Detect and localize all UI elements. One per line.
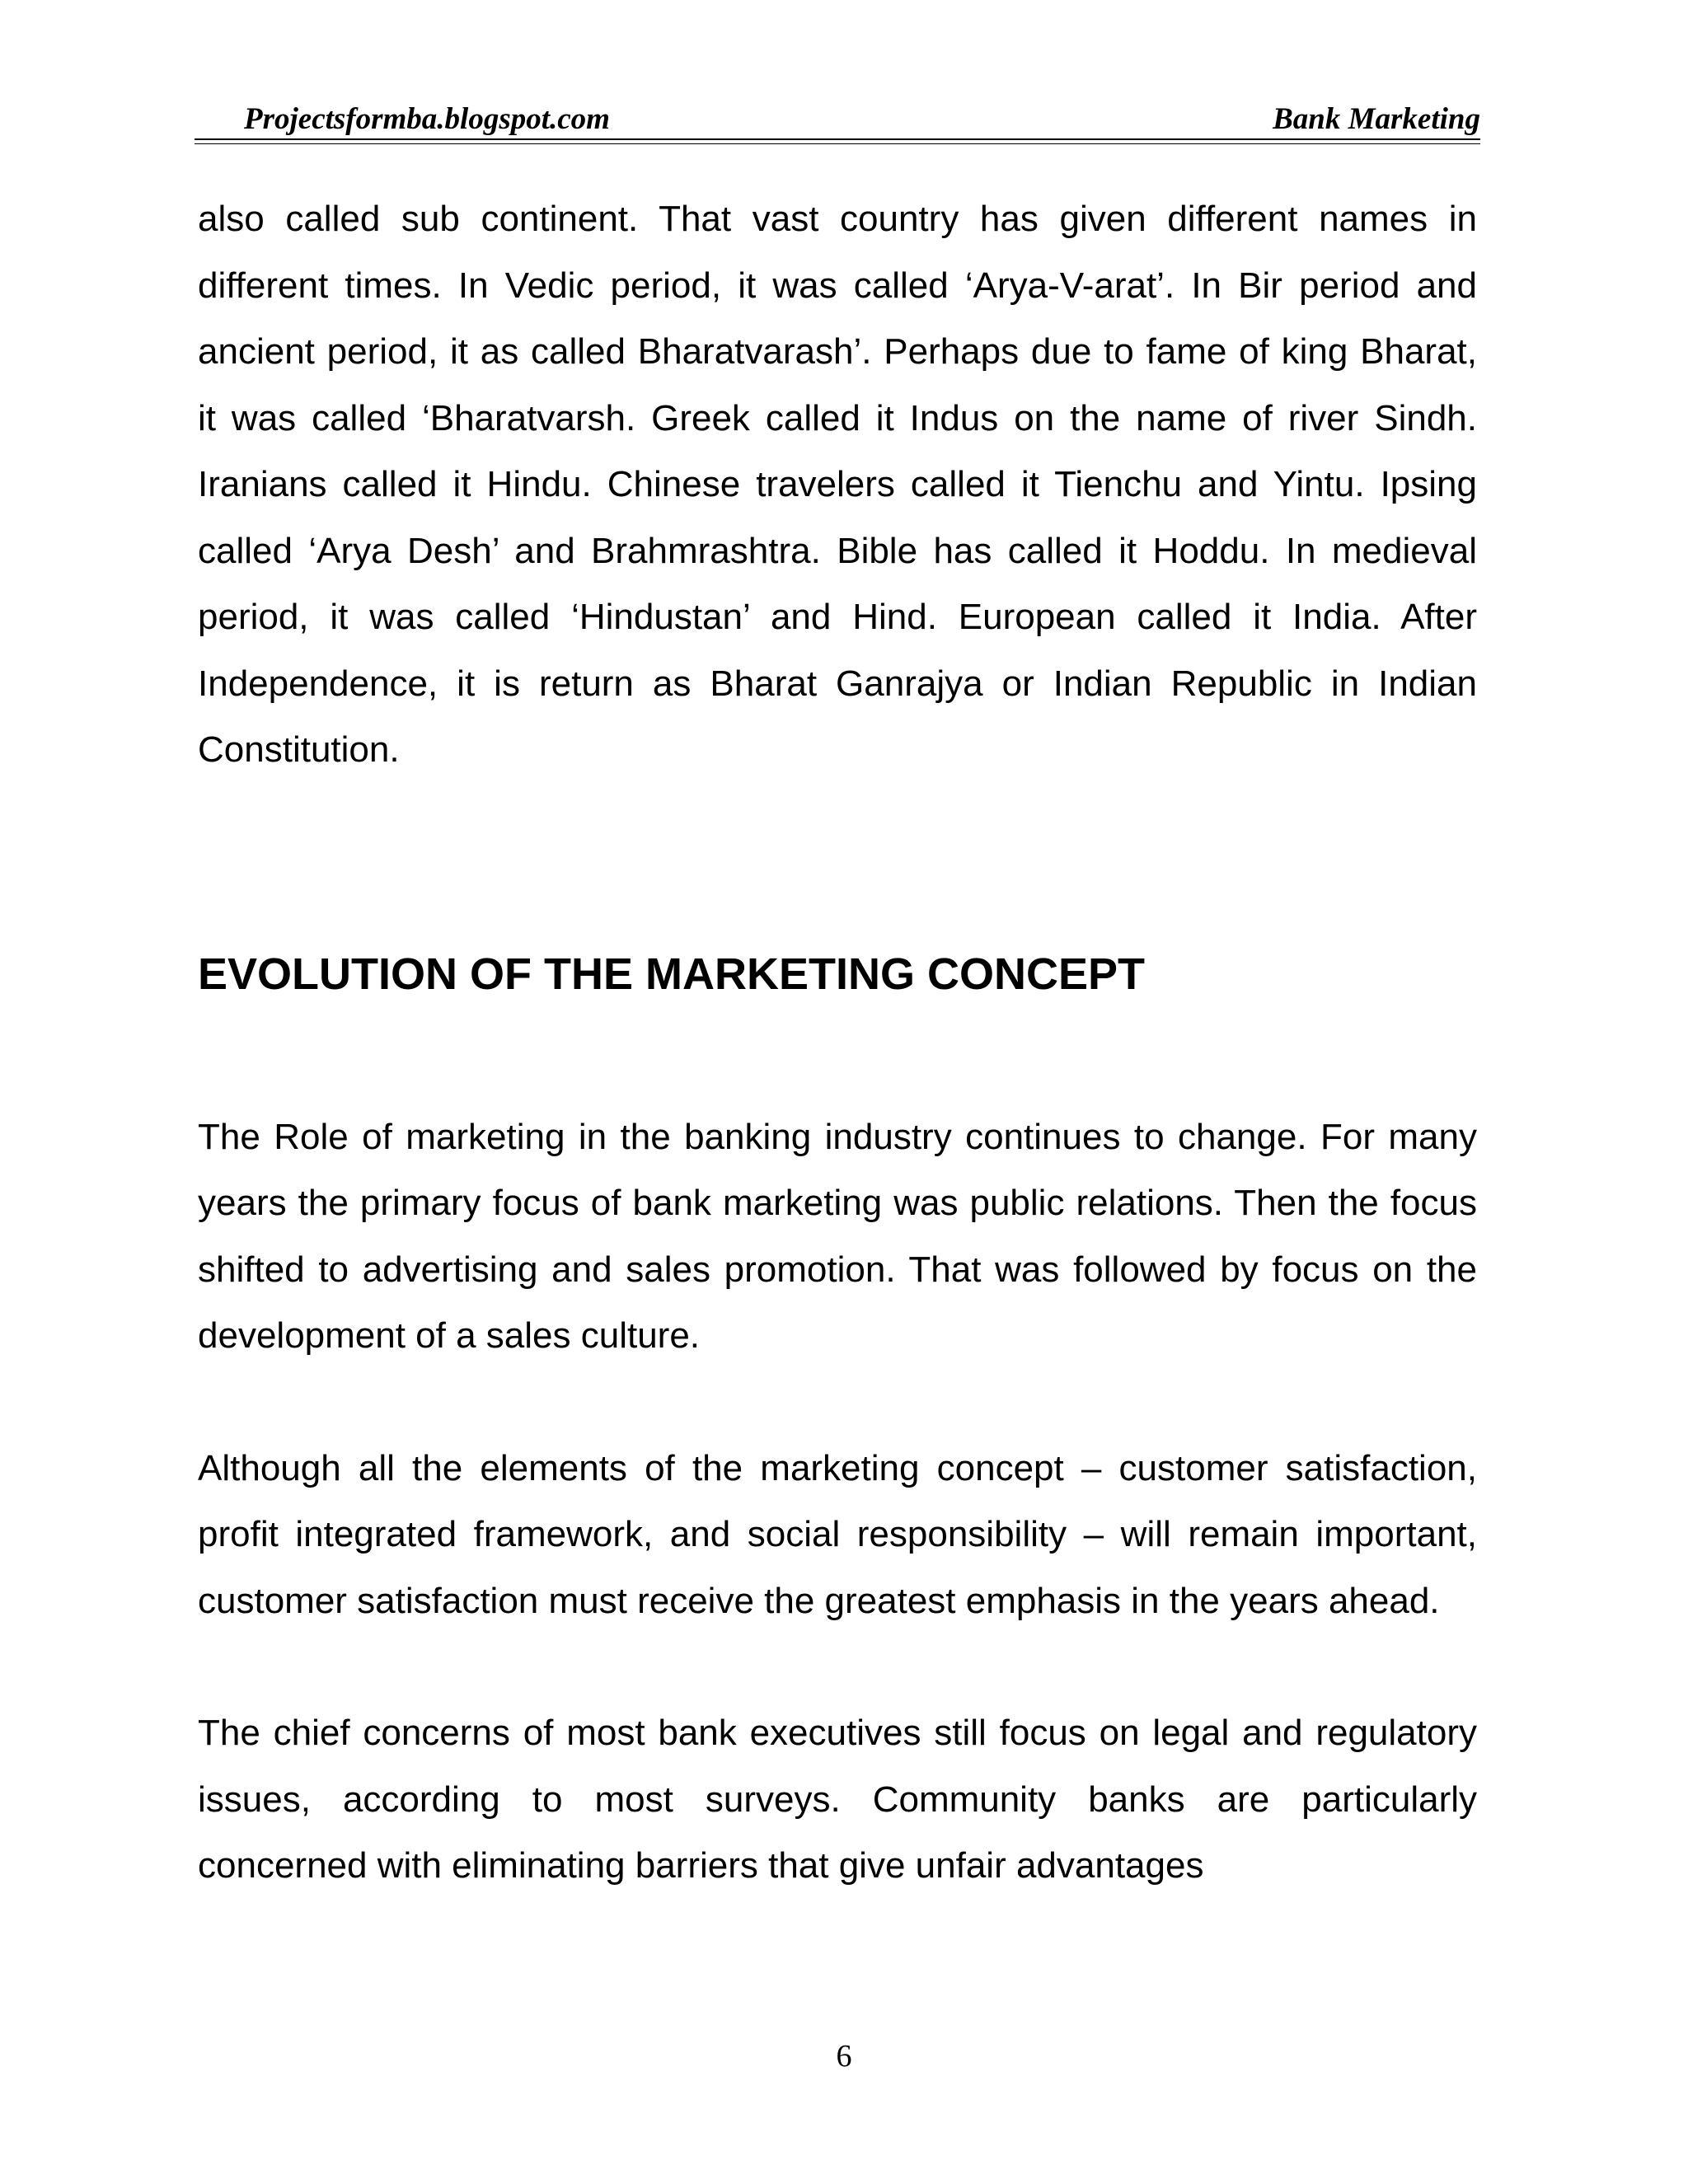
section-heading: EVOLUTION OF THE MARKETING CONCEPT <box>198 949 1146 999</box>
body-paragraph-1: also called sub continent. That vast country has given different names in different times. In Vedic period, it was called ‘Arya-V-arat’. In Bir period and ancient period, it as called Bharatvarash’. Perhaps due to fame of king Bharat, it was called ‘Bharatvarsh. Greek called it Indus on the name of river Sindh. Iranians called it Hindu. Chinese travelers called it Tienchu and Yintu. Ipsing called ‘Arya Desh’ and Brahmrashtra. Bible has called it Hoddu. In medieval period, it was called ‘Hindustan’ and Hind. European called it India. After Independence, it is return as Bharat Ganrajya or Indian Republic in Indian Constitution. <box>198 199 1477 770</box>
body-paragraph-4: The chief concerns of most bank executives still focus on legal and regulatory issues, according to most surveys. Community banks are particularly concerned with eliminating barriers that give unfair advantages <box>198 1713 1477 1886</box>
header-rule-thin <box>195 143 1480 144</box>
page-header <box>195 97 1480 142</box>
page-number: 6 <box>836 2039 852 2074</box>
body-paragraph-3: Although all the elements of the marketing concept – customer satisfaction, profit integrated framework, and social responsibility – will remain important, customer satisfaction must receive the greatest emphasis in the years ahead. <box>198 1447 1477 1621</box>
header-site-name: Projectsformba.blogspot.com <box>244 102 610 136</box>
body-paragraph-2: The Role of marketing in the banking industry continues to change. For many years the primary focus of bank marketing was public relations. Then the focus shifted to advertising and sales promotion. That was followed by focus on the development of a sales culture. <box>198 1116 1477 1356</box>
header-document-title: Bank Marketing <box>1273 102 1480 136</box>
header-rule <box>195 138 1480 140</box>
page-body <box>198 186 1477 1900</box>
